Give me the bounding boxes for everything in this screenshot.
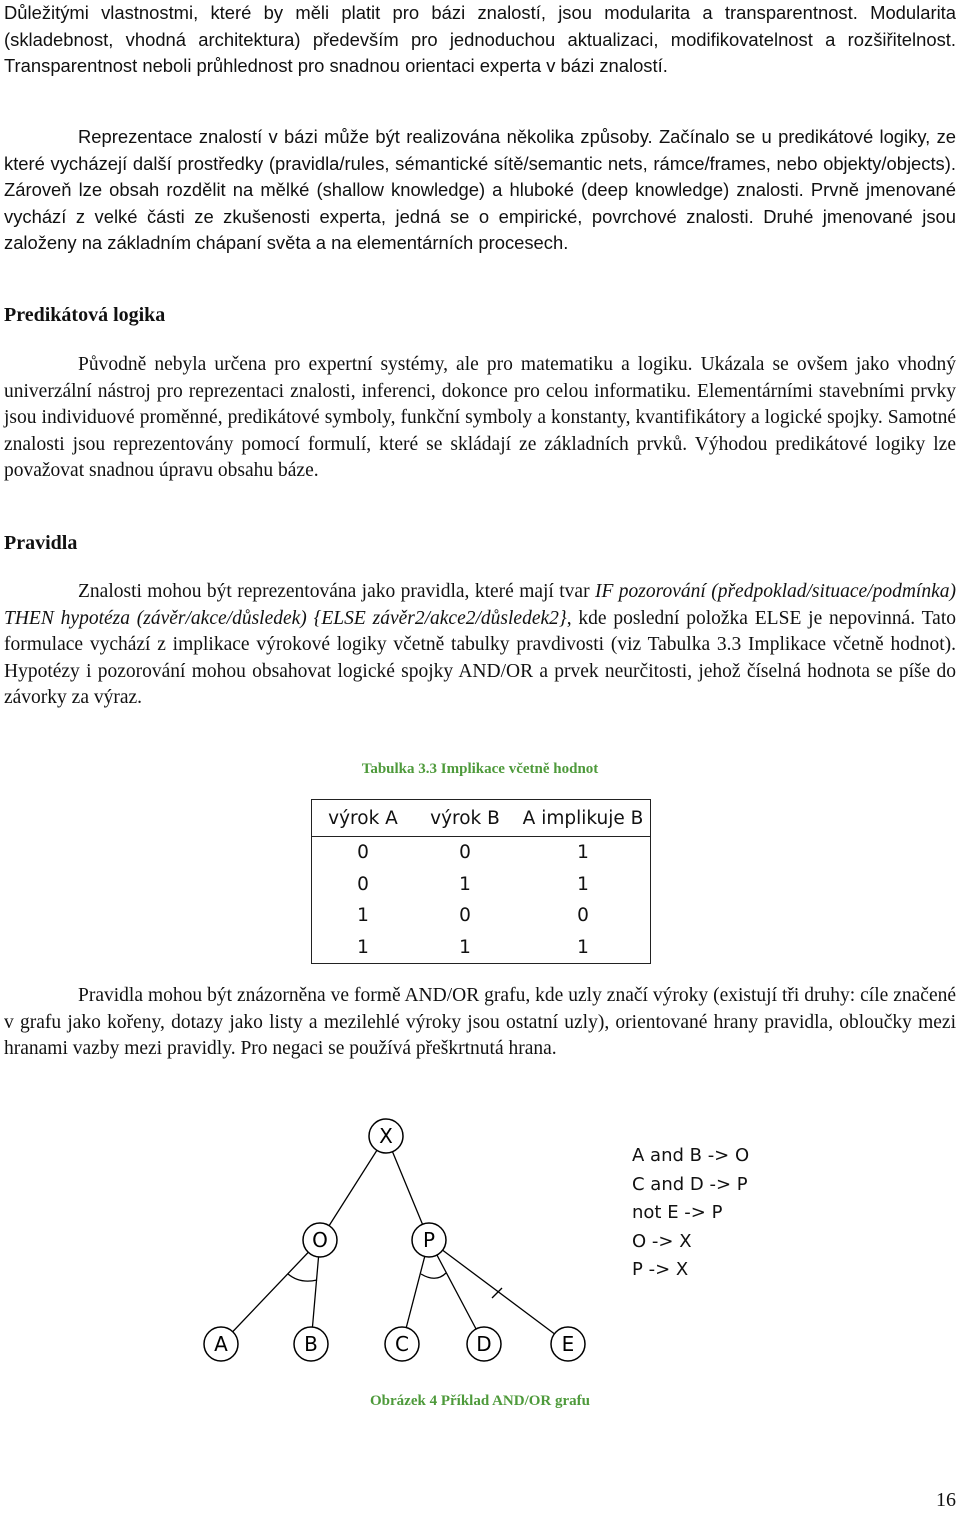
table-row (312, 837, 651, 869)
table-cell: 0 (459, 842, 471, 864)
table-cell: 0 (357, 873, 369, 895)
column-header: výrok B (414, 800, 516, 837)
node-label: E (561, 1332, 575, 1356)
table-cell: 0 (357, 842, 369, 864)
figure-caption: Obrázek 4 Příklad AND/OR grafu (370, 1393, 590, 1409)
and-or-graph (196, 1112, 616, 1380)
table-cell: 1 (577, 936, 589, 958)
node-label: O (312, 1228, 328, 1252)
node-label: B (304, 1332, 318, 1356)
node-label: A (214, 1332, 228, 1356)
node-d (467, 1327, 501, 1361)
rule-item: O -> X (632, 1230, 692, 1252)
edge-o-x (320, 1136, 386, 1240)
truth-table (311, 799, 651, 964)
node-a (204, 1327, 238, 1361)
rules-list (632, 1142, 749, 1285)
table-cell: 1 (459, 936, 471, 958)
paragraph-representation: Reprezentace znalostí v bázi může být realizována několika způsoby. Začínalo se u predikátové logiky, ze které vycházejí další prostředky (pravidla/rules, sémantické sítě/semantic nets, rámce/frames, nebo objekty/objects). Zároveň lze obsah rozdělit na mělké (shallow knowledge) a hluboké (deep knowledge) znalosti. Prvně jmenované vychází z velké části ze zkušenosti experta, jedná se o empirické, povrchové znalosti. Druhé jmenované jsou založeny na základním chápaní světa a na elementárních procesech. (4, 126, 956, 254)
page-number: 16 (936, 1489, 956, 1511)
table-cell: 1 (357, 905, 369, 927)
node-x (369, 1119, 403, 1153)
table-cell: 0 (577, 905, 589, 927)
rule-item: A and B -> O (632, 1145, 750, 1166)
node-p (412, 1223, 446, 1257)
table-row (312, 869, 651, 901)
and-arc-p (421, 1273, 446, 1278)
table-caption: Tabulka 3.3 Implikace včetně hodnot (361, 761, 599, 777)
node-label: X (379, 1124, 393, 1148)
table-row (312, 932, 651, 964)
rules-syntax: IF pozorování (předpoklad/situace/podmínka) THEN hypotéza (závěr/akce/důsledek) {ELSE závěr2/akce2/důsledek2} (4, 581, 956, 629)
rule-item: C and D -> P (632, 1173, 748, 1195)
rules-text-a: Znalosti mohou být reprezentována jako pravidla, které mají tvar (78, 581, 595, 602)
table-cell: 1 (577, 842, 589, 864)
node-e (551, 1327, 585, 1361)
node-c (385, 1327, 419, 1361)
paragraph-and-or-graph: Pravidla mohou být znázorněna ve formě AND/OR grafu, kde uzly značí výroky (existují tři druhy: cíle značené v grafu jako kořeny, dotazy jako listy a mezilehlé výroky jsou ostatní uzly), orientované hrany pravidla, obloučky mezi hranami vazby mezi pravidly. Pro negaci se používá přeškrtnutá hrana. (4, 985, 956, 1060)
table-cell: 0 (459, 905, 471, 927)
table-row (312, 900, 651, 932)
rules-text-c: , kde poslední položka ELSE je nepovinná. Tato formulace vychází z implikace výrokové logiky včetně tabulky pravdivosti (viz Tabulka 3.3 Implikace včetně hodnot). Hypotézy i pozorování mohou obsahovat logické spojky AND/OR a prvek neurčitosti, jehož číselná hodnota se píše do závorky za výraz. (4, 607, 956, 709)
node-label: C (395, 1332, 409, 1356)
paragraph-predicate-logic: Původně nebyla určena pro expertní systémy, ale pro matematiku a logiku. Ukázala se ovšem jako vhodný univerzální nástroj pro reprezentaci znalosti, inferenci, dokonce pro celou informatiku. Elementárními stavebními prvky jsou individuové proměnné, predikátové symboly, funkční symboly a konstanty, kvantifikátory a logické spojky. Samotné znalosti jsou reprezentovány pomocí formulí, které se skládají ze základních prvků. Výhodou predikátové logiky lze považovat snadnou úpravu obsahu báze. (4, 354, 956, 482)
graph-edges (221, 1136, 568, 1344)
paragraph-rules (4, 579, 956, 712)
column-header: A implikuje B (516, 800, 651, 837)
table-cell: 1 (459, 873, 471, 895)
column-header: výrok A (312, 800, 415, 837)
paragraph-properties: Důležitými vlastnostmi, které by měli platit pro bázi znalostí, jsou modularita a transparentnost. Modularita (skladebnost, vhodná architektura) především pro jednoduchou aktualizaci, modifikovatelnost a rozšiřitelnost. Transparentnost neboli průhlednost pro snadnou orientaci experta v bázi znalostí. (4, 2, 956, 77)
node-o (303, 1223, 337, 1257)
table-cell: 1 (357, 936, 369, 958)
table-cell: 1 (577, 873, 589, 895)
rule-item: not E -> P (632, 1202, 723, 1223)
node-label: D (476, 1332, 492, 1356)
heading-rules: Pravidla (4, 532, 78, 554)
node-label: P (422, 1228, 436, 1252)
rule-item: P -> X (632, 1259, 689, 1280)
node-b (294, 1327, 328, 1361)
and-arc-o (288, 1274, 317, 1281)
heading-predicate-logic: Predikátová logika (4, 304, 166, 326)
table-header-row (312, 800, 651, 837)
